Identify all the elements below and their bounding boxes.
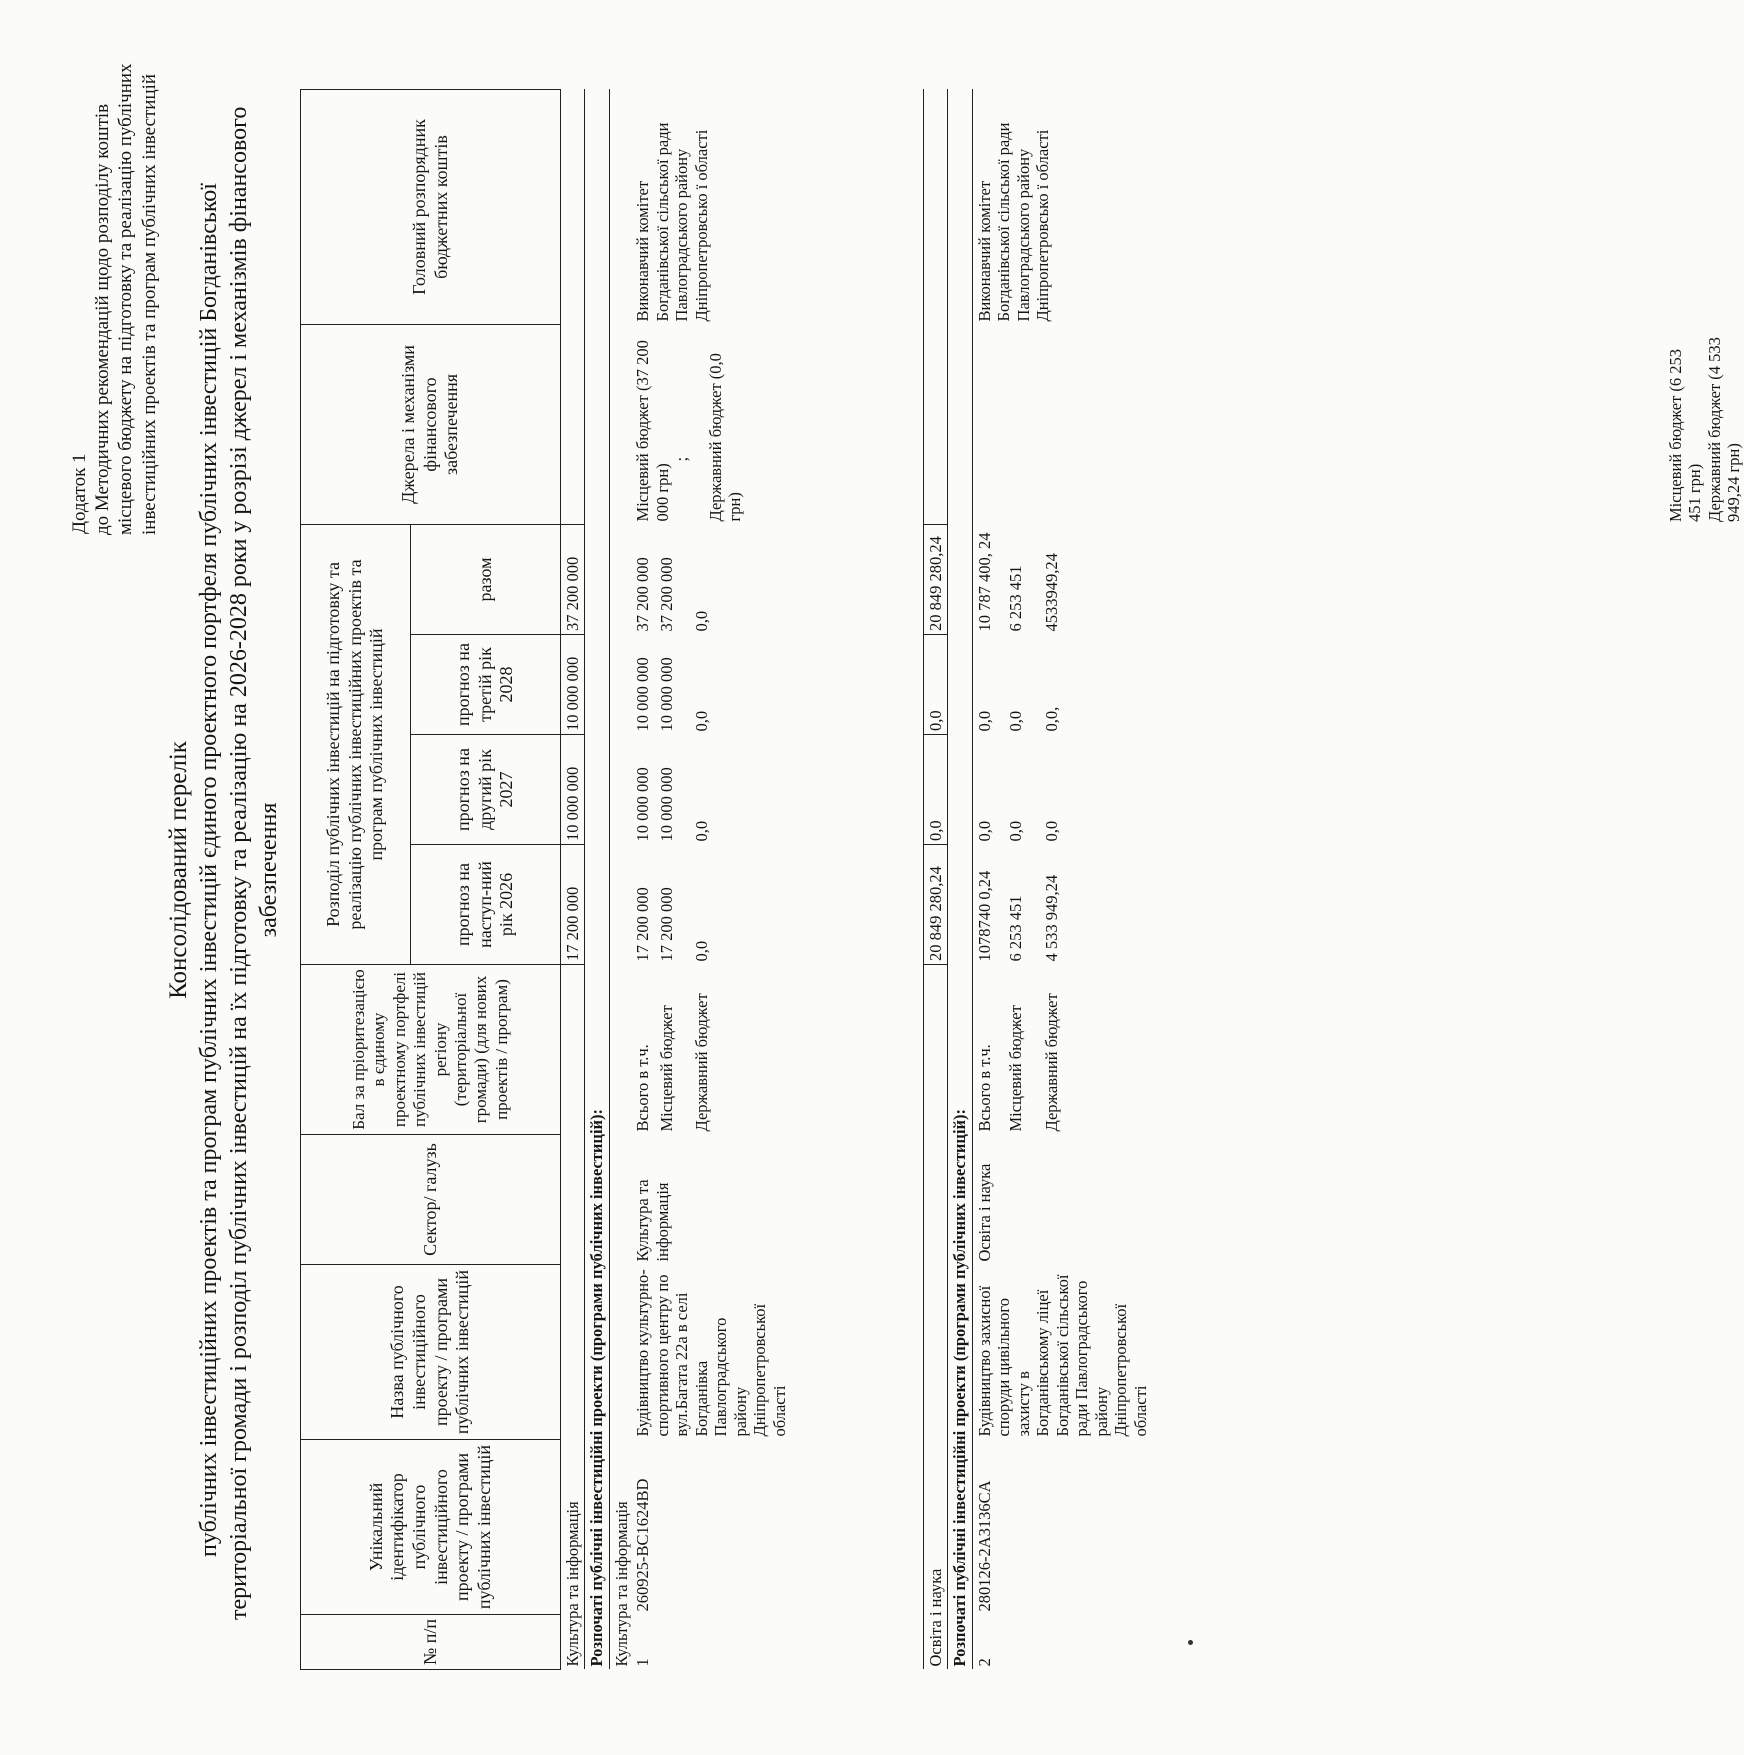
funding-total: 4533949,24 — [1041, 553, 1061, 632]
section-heading: Розпочаті публічні інвестиційні проекти (програми публічних інвестицій): — [948, 89, 972, 1669]
funding-y2027: 0,0 — [1006, 820, 1026, 842]
summary-total: 20 849 280,24 — [923, 524, 947, 634]
budget-manager: Виконавчий комітет Богданівської сільської ради Павлоградського району Дніпропетровсько ї області — [974, 122, 1053, 322]
source-state: Державний бюджет (4 533 949,24 грн) — [1704, 337, 1744, 522]
table-row — [561, 89, 585, 1669]
funding-y2026: 17 200 000 — [633, 887, 653, 962]
project-id: 280126-2A3136CA — [974, 1480, 994, 1612]
title-line: Консолідований перелік — [165, 741, 192, 999]
funding-y2028: 0,0 — [692, 710, 712, 732]
project-sector: Культура та інформація — [633, 1179, 672, 1262]
funding-y2028: 0,0, — [1041, 706, 1061, 732]
title-line: територіальної громади і розподіл публічних інвестицій на їх підготовку та реалізацію на 2026-2028 роки у розрізі джерел і механізмів фінансового — [226, 106, 253, 1620]
table-row — [972, 89, 996, 1669]
header-manager: Головний розпорядник бюджетних коштів — [301, 89, 561, 324]
annex-line: Додаток 1 — [69, 453, 90, 534]
section-heading: Розпочаті публічні інвестиційні проекти (програми публічних інвестицій): — [585, 89, 609, 1669]
project-id: 260925-BC1624BD — [633, 1478, 653, 1612]
funding-y2026: 4 533 949,24 — [1041, 874, 1061, 962]
source-local: Місцевий бюджет (37 200 000 грн) — [633, 340, 672, 522]
funding-total: 37 200 000 — [656, 557, 676, 632]
funding-label: Всього в т.ч. — [974, 1044, 994, 1132]
document-title — [163, 106, 284, 1620]
funding-total: 10 787 400, 24 — [974, 532, 994, 632]
funding-total: 6 253 451 — [1006, 565, 1026, 632]
funding-y2028: 10 000 000 — [633, 657, 653, 732]
title-line: публічних інвестиційних проектів та програм публічних інвестицій єдиного проектного портфеля публічних інвестицій Богданівської — [196, 183, 223, 1557]
table-row — [585, 89, 609, 1669]
annex-note — [68, 63, 161, 535]
funding-y2027: 0,0 — [1041, 820, 1061, 842]
header-y2027: прогноз на другий рік 2027 — [411, 735, 561, 845]
header-name: Назва публічного інвестиційного проекту / програми публічних інвестицій — [301, 1265, 561, 1440]
header-score: Бал за пріоритезацією в єдиному проектному портфелі публічних інвестицій регіону (територіальної громади) (для нових проектів / програм) — [301, 965, 561, 1135]
funding-label: Місцевий бюджет — [656, 1005, 676, 1132]
summary-y2026: 17 200 000 — [561, 845, 585, 965]
header-total: разом — [411, 524, 561, 634]
summary-y2028: 0,0 — [923, 635, 947, 735]
annex-line: до Методичних рекомендацій щодо розподілу коштів — [92, 103, 114, 535]
annex-line: інвестиційних проектів та програм публічних інвестицій — [138, 73, 160, 535]
education-funding-sources — [1666, 328, 1744, 522]
subsector-label: Культура та інформація — [611, 1501, 631, 1667]
funding-y2027: 0,0 — [974, 820, 994, 842]
source-state: Державний бюджет (0,0 грн) — [705, 353, 745, 522]
funding-label: Державний бюджет — [692, 993, 712, 1132]
summary-y2027: 10 000 000 — [561, 735, 585, 845]
summary-total: 37 200 000 — [561, 524, 585, 634]
annex-line: місцевого бюджету на підготовку та реалізацію публічних — [115, 63, 137, 535]
header-distribution: Розподіл публічних інвестицій на підготовку та реалізацію публічних інвестиційних проектів та програм публічних інвестицій — [301, 524, 411, 964]
funding-y2028: 0,0 — [1006, 710, 1026, 732]
header-num: № п/п — [301, 1615, 561, 1670]
table-header — [301, 89, 561, 1669]
funding-sources — [631, 324, 923, 524]
table-row — [948, 89, 972, 1669]
project-name: Будівництво культурно-спортивного центру по вул.Багата 22а в селі Богданівка Павлоградського району Дніпропетровської області — [633, 1269, 789, 1437]
funding-label: Місцевий бюджет — [1006, 1005, 1026, 1132]
funding-y2028: 10 000 000 — [656, 657, 676, 732]
summary-y2026: 20 849 280,24 — [923, 845, 947, 965]
project-name: Будівництво захисної споруди цивільного захисту в Богданівському ліцеї Богданівської сільської ради Павлоградського району Дніпропетровської області — [974, 1274, 1150, 1437]
funding-y2026: 6 253 451 — [1006, 895, 1026, 962]
table-row — [923, 89, 947, 1669]
funding-y2028: 0,0 — [974, 710, 994, 732]
funding-label: Всього в т.ч. — [633, 1044, 653, 1132]
investment-table — [300, 89, 1218, 1670]
summary-y2028: 10 000 000 — [561, 635, 585, 735]
budget-manager: Виконавчий комітет Богданівської сільської ради Павлоградського району Дніпропетровсько ї області — [633, 122, 711, 322]
source-mark: ; — [672, 456, 692, 462]
header-y2026: прогноз на наступ-ний рік 2026 — [411, 845, 561, 965]
scan-speck — [1188, 1640, 1193, 1645]
funding-y2027: 0,0 — [692, 820, 712, 842]
funding-y2026: 0,0 — [692, 940, 712, 962]
funding-y2026: 1078740 0,24 — [974, 870, 994, 962]
header-y2028: прогноз на третій рік 2028 — [411, 635, 561, 735]
header-sector: Сектор/ галузь — [301, 1135, 561, 1265]
sector-summary-label: Культура та інформація — [561, 965, 585, 1670]
header-id: Унікальний ідентифікатор публічного інвестиційного проекту / програми публічних інвестицій — [301, 1440, 561, 1615]
table-row — [609, 89, 631, 1669]
funding-y2027: 10 000 000 — [633, 767, 653, 842]
project-sector: Освіта і наука — [974, 1163, 994, 1262]
funding-total: 0,0 — [692, 610, 712, 632]
funding-y2027: 10 000 000 — [656, 767, 676, 842]
title-line: забезпечення — [256, 802, 283, 938]
table-row — [631, 89, 654, 1669]
project-num: 1 — [633, 1658, 653, 1667]
funding-total: 37 200 000 — [633, 557, 653, 632]
funding-label: Державний бюджет — [1041, 993, 1061, 1132]
sector-summary-label: Освіта і наука — [923, 965, 947, 1670]
summary-y2027: 0,0 — [923, 735, 947, 845]
document-page — [8, 0, 1744, 1740]
header-sources: Джерела і механізми фінансового забезпечення — [301, 324, 561, 524]
project-num: 2 — [974, 1658, 994, 1667]
source-local: Місцевий бюджет (6 253 451 грн) — [1666, 348, 1705, 522]
funding-y2026: 17 200 000 — [656, 887, 676, 962]
